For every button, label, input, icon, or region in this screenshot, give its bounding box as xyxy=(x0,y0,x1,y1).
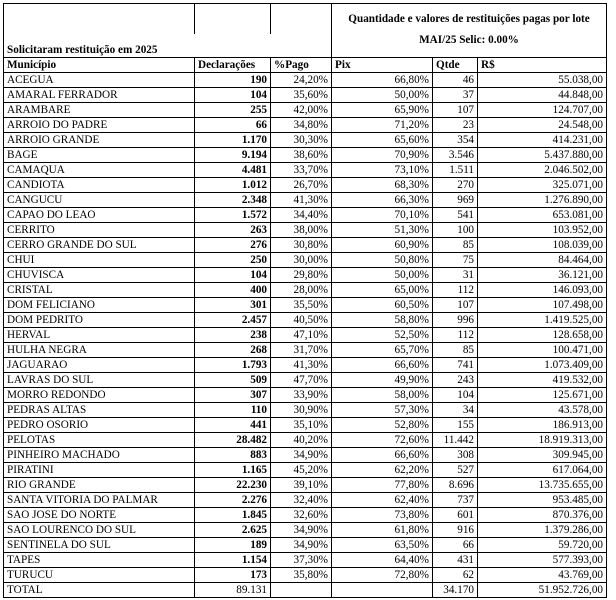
cell-pago: 30,00% xyxy=(271,253,332,268)
cell-pix: 66,60% xyxy=(332,358,433,373)
cell-pago: 29,80% xyxy=(271,268,332,283)
cell-municipio: SANTA VITORIA DO PALMAR xyxy=(4,493,195,508)
table-row xyxy=(4,313,607,328)
cell-qtde: 107 xyxy=(433,298,478,313)
spreadsheet xyxy=(3,3,607,598)
cell-pix: 72,80% xyxy=(332,568,433,583)
cell-pix: 50,80% xyxy=(332,253,433,268)
table-row xyxy=(4,463,607,478)
total-empty-pago xyxy=(271,583,332,598)
cell-pago: 24,20% xyxy=(271,73,332,88)
col-header-valor: R$ xyxy=(478,58,607,73)
cell-declaracoes: 1.170 xyxy=(195,133,271,148)
table-row xyxy=(4,73,607,88)
cell-qtde: 916 xyxy=(433,523,478,538)
cell-declaracoes: 400 xyxy=(195,283,271,298)
cell-pago: 47,10% xyxy=(271,328,332,343)
table-row xyxy=(4,553,607,568)
cell-pix: 70,10% xyxy=(332,208,433,223)
table-row xyxy=(4,238,607,253)
table-row xyxy=(4,403,607,418)
title-main: Quantidade e valores de restituições pagas por lote xyxy=(332,4,607,35)
total-row xyxy=(4,583,607,598)
column-header-row xyxy=(4,58,607,73)
cell-municipio: PELOTAS xyxy=(4,433,195,448)
cell-pago: 42,00% xyxy=(271,103,332,118)
cell-valor: 146.093,00 xyxy=(478,283,607,298)
cell-pix: 49,90% xyxy=(332,373,433,388)
cell-qtde: 155 xyxy=(433,418,478,433)
cell-declaracoes: 883 xyxy=(195,448,271,463)
cell-valor: 2.046.502,00 xyxy=(478,163,607,178)
cell-valor: 186.913,00 xyxy=(478,418,607,433)
table-row xyxy=(4,253,607,268)
cell-qtde: 527 xyxy=(433,463,478,478)
cell-valor: 5.437.880,00 xyxy=(478,148,607,163)
cell-municipio: BAGE xyxy=(4,148,195,163)
cell-pix: 72,60% xyxy=(332,433,433,448)
cell-valor: 577.393,00 xyxy=(478,553,607,568)
cell-pix: 73,10% xyxy=(332,163,433,178)
cell-valor: 125.671,00 xyxy=(478,388,607,403)
cell-pix: 51,30% xyxy=(332,223,433,238)
cell-pix: 60,90% xyxy=(332,238,433,253)
cell-pago: 34,90% xyxy=(271,523,332,538)
cell-pix: 62,20% xyxy=(332,463,433,478)
cell-pago: 34,90% xyxy=(271,448,332,463)
cell-pago: 35,50% xyxy=(271,298,332,313)
cell-valor: 1.419.525,00 xyxy=(478,313,607,328)
cell-valor: 1.073.409,00 xyxy=(478,358,607,373)
table-row xyxy=(4,508,607,523)
cell-pago: 38,60% xyxy=(271,148,332,163)
cell-municipio: PIRATINI xyxy=(4,463,195,478)
table-row xyxy=(4,148,607,163)
cell-valor: 103.952,00 xyxy=(478,223,607,238)
cell-municipio: ARROIO GRANDE xyxy=(4,133,195,148)
cell-declaracoes: 1.793 xyxy=(195,358,271,373)
cell-pago: 37,30% xyxy=(271,553,332,568)
cell-pago: 30,30% xyxy=(271,133,332,148)
cell-valor: 653.081,00 xyxy=(478,208,607,223)
cell-declaracoes: 173 xyxy=(195,568,271,583)
table-row xyxy=(4,418,607,433)
cell-qtde: 243 xyxy=(433,373,478,388)
cell-pago: 31,70% xyxy=(271,343,332,358)
header-row-title xyxy=(4,4,607,35)
cell-pix: 68,30% xyxy=(332,178,433,193)
cell-municipio: DOM PEDRITO xyxy=(4,313,195,328)
cell-declaracoes: 190 xyxy=(195,73,271,88)
table-row xyxy=(4,88,607,103)
left-title: Solicitaram restituição em 2025 xyxy=(4,34,332,58)
cell-qtde: 601 xyxy=(433,508,478,523)
cell-valor: 128.658,00 xyxy=(478,328,607,343)
cell-pago: 47,70% xyxy=(271,373,332,388)
cell-municipio: ACEGUA xyxy=(4,73,195,88)
cell-qtde: 1.511 xyxy=(433,163,478,178)
cell-pix: 61,80% xyxy=(332,523,433,538)
cell-declaracoes: 1.572 xyxy=(195,208,271,223)
cell-pix: 77,80% xyxy=(332,478,433,493)
cell-declaracoes: 509 xyxy=(195,373,271,388)
table-row xyxy=(4,523,607,538)
cell-valor: 24.548,00 xyxy=(478,118,607,133)
cell-municipio: HULHA NEGRA xyxy=(4,343,195,358)
cell-municipio: DOM FELICIANO xyxy=(4,298,195,313)
cell-pix: 65,90% xyxy=(332,103,433,118)
table-row xyxy=(4,133,607,148)
cell-pix: 52,80% xyxy=(332,418,433,433)
cell-qtde: 3.546 xyxy=(433,148,478,163)
restitution-table xyxy=(3,3,607,598)
cell-valor: 1.276.890,00 xyxy=(478,193,607,208)
cell-declaracoes: 104 xyxy=(195,88,271,103)
cell-pago: 35,80% xyxy=(271,568,332,583)
cell-valor: 414.231,00 xyxy=(478,133,607,148)
cell-declaracoes: 268 xyxy=(195,343,271,358)
cell-municipio: TAPES xyxy=(4,553,195,568)
table-row xyxy=(4,568,607,583)
cell-declaracoes: 1.154 xyxy=(195,553,271,568)
cell-valor: 309.945,00 xyxy=(478,448,607,463)
cell-qtde: 11.442 xyxy=(433,433,478,448)
cell-valor: 100.471,00 xyxy=(478,343,607,358)
cell-declaracoes: 2.457 xyxy=(195,313,271,328)
cell-pago: 32,60% xyxy=(271,508,332,523)
cell-municipio: HERVAL xyxy=(4,328,195,343)
cell-valor: 18.919.313,00 xyxy=(478,433,607,448)
cell-pago: 41,30% xyxy=(271,193,332,208)
cell-municipio: AMARAL FERRADOR xyxy=(4,88,195,103)
cell-pago: 32,40% xyxy=(271,493,332,508)
cell-declaracoes: 28.482 xyxy=(195,433,271,448)
total-label: TOTAL xyxy=(4,583,195,598)
table-row xyxy=(4,373,607,388)
table-row xyxy=(4,268,607,283)
cell-municipio: PEDRAS ALTAS xyxy=(4,403,195,418)
table-row xyxy=(4,433,607,448)
cell-municipio: PINHEIRO MACHADO xyxy=(4,448,195,463)
cell-pix: 73,80% xyxy=(332,508,433,523)
cell-pix: 64,40% xyxy=(332,553,433,568)
cell-qtde: 85 xyxy=(433,343,478,358)
cell-declaracoes: 301 xyxy=(195,298,271,313)
cell-valor: 107.498,00 xyxy=(478,298,607,313)
table-row xyxy=(4,493,607,508)
cell-municipio: CANGUCU xyxy=(4,193,195,208)
cell-declaracoes: 104 xyxy=(195,268,271,283)
cell-municipio: CERRO GRANDE DO SUL xyxy=(4,238,195,253)
cell-municipio: CHUI xyxy=(4,253,195,268)
cell-declaracoes: 2.348 xyxy=(195,193,271,208)
cell-valor: 43.578,00 xyxy=(478,403,607,418)
table-row xyxy=(4,538,607,553)
cell-valor: 325.071,00 xyxy=(478,178,607,193)
cell-declaracoes: 2.625 xyxy=(195,523,271,538)
cell-municipio: ARAMBARE xyxy=(4,103,195,118)
cell-municipio: LAVRAS DO SUL xyxy=(4,373,195,388)
col-header-declaracoes: Declarações xyxy=(195,58,271,73)
cell-pix: 66,30% xyxy=(332,193,433,208)
cell-pix: 65,60% xyxy=(332,133,433,148)
table-row xyxy=(4,328,607,343)
cell-pix: 58,80% xyxy=(332,313,433,328)
cell-municipio: MORRO REDONDO xyxy=(4,388,195,403)
cell-pago: 40,50% xyxy=(271,313,332,328)
cell-pix: 65,00% xyxy=(332,283,433,298)
cell-valor: 870.376,00 xyxy=(478,508,607,523)
cell-qtde: 354 xyxy=(433,133,478,148)
cell-pix: 66,80% xyxy=(332,73,433,88)
subtitle: MAI/25 Selic: 0.00% xyxy=(332,34,607,58)
cell-pago: 34,80% xyxy=(271,118,332,133)
cell-declaracoes: 4.481 xyxy=(195,163,271,178)
cell-pago: 35,60% xyxy=(271,88,332,103)
cell-pago: 39,10% xyxy=(271,478,332,493)
cell-declaracoes: 22.230 xyxy=(195,478,271,493)
table-row xyxy=(4,358,607,373)
cell-declaracoes: 250 xyxy=(195,253,271,268)
cell-declaracoes: 2.276 xyxy=(195,493,271,508)
cell-declaracoes: 189 xyxy=(195,538,271,553)
cell-pago: 28,00% xyxy=(271,283,332,298)
cell-pix: 60,50% xyxy=(332,298,433,313)
table-row xyxy=(4,163,607,178)
table-row xyxy=(4,193,607,208)
cell-qtde: 541 xyxy=(433,208,478,223)
cell-valor: 124.707,00 xyxy=(478,103,607,118)
cell-qtde: 23 xyxy=(433,118,478,133)
cell-declaracoes: 307 xyxy=(195,388,271,403)
cell-pago: 45,20% xyxy=(271,463,332,478)
cell-municipio: ARROIO DO PADRE xyxy=(4,118,195,133)
total-qtde: 34.170 xyxy=(433,583,478,598)
table-row xyxy=(4,178,607,193)
cell-pago: 34,90% xyxy=(271,538,332,553)
cell-qtde: 112 xyxy=(433,328,478,343)
cell-qtde: 75 xyxy=(433,253,478,268)
cell-pix: 62,40% xyxy=(332,493,433,508)
table-row xyxy=(4,388,607,403)
cell-pago: 34,40% xyxy=(271,208,332,223)
cell-municipio: PEDRO OSORIO xyxy=(4,418,195,433)
cell-municipio: CHUVISCA xyxy=(4,268,195,283)
cell-qtde: 34 xyxy=(433,403,478,418)
cell-pago: 33,70% xyxy=(271,163,332,178)
cell-declaracoes: 441 xyxy=(195,418,271,433)
cell-qtde: 66 xyxy=(433,538,478,553)
header-row-subtitle xyxy=(4,34,607,58)
table-row xyxy=(4,448,607,463)
cell-municipio: SENTINELA DO SUL xyxy=(4,538,195,553)
cell-municipio: TURUCU xyxy=(4,568,195,583)
cell-valor: 953.485,00 xyxy=(478,493,607,508)
cell-valor: 43.769,00 xyxy=(478,568,607,583)
cell-pago: 41,30% xyxy=(271,358,332,373)
cell-municipio: SAO LOURENCO DO SUL xyxy=(4,523,195,538)
col-header-pix: Pix xyxy=(332,58,433,73)
cell-pix: 58,00% xyxy=(332,388,433,403)
total-empty-pix xyxy=(332,583,433,598)
cell-pago: 26,70% xyxy=(271,178,332,193)
cell-qtde: 8.696 xyxy=(433,478,478,493)
cell-valor: 36.121,00 xyxy=(478,268,607,283)
cell-municipio: SAO JOSE DO NORTE xyxy=(4,508,195,523)
total-valor: 51.952.726,00 xyxy=(478,583,607,598)
cell-municipio: CAMAQUA xyxy=(4,163,195,178)
cell-municipio: RIO GRANDE xyxy=(4,478,195,493)
cell-valor: 617.064,00 xyxy=(478,463,607,478)
cell-pix: 65,70% xyxy=(332,343,433,358)
cell-declaracoes: 238 xyxy=(195,328,271,343)
cell-pix: 71,20% xyxy=(332,118,433,133)
cell-declaracoes: 276 xyxy=(195,238,271,253)
cell-valor: 1.379.286,00 xyxy=(478,523,607,538)
col-header-qtde: Qtde xyxy=(433,58,478,73)
cell-qtde: 31 xyxy=(433,268,478,283)
cell-pix: 50,00% xyxy=(332,88,433,103)
cell-pix: 50,00% xyxy=(332,268,433,283)
cell-qtde: 107 xyxy=(433,103,478,118)
cell-pago: 30,90% xyxy=(271,403,332,418)
total-declaracoes: 89.131 xyxy=(195,583,271,598)
cell-qtde: 737 xyxy=(433,493,478,508)
cell-municipio: CANDIOTA xyxy=(4,178,195,193)
cell-declaracoes: 263 xyxy=(195,223,271,238)
table-row xyxy=(4,103,607,118)
cell-pago: 40,20% xyxy=(271,433,332,448)
table-row xyxy=(4,343,607,358)
cell-pix: 70,90% xyxy=(332,148,433,163)
cell-valor: 419.532,00 xyxy=(478,373,607,388)
table-row xyxy=(4,298,607,313)
cell-declaracoes: 110 xyxy=(195,403,271,418)
cell-municipio: JAGUARAO xyxy=(4,358,195,373)
cell-qtde: 46 xyxy=(433,73,478,88)
cell-pix: 66,60% xyxy=(332,448,433,463)
cell-pix: 63,50% xyxy=(332,538,433,553)
cell-qtde: 431 xyxy=(433,553,478,568)
cell-pago: 30,80% xyxy=(271,238,332,253)
cell-declaracoes: 1.165 xyxy=(195,463,271,478)
cell-pix: 52,50% xyxy=(332,328,433,343)
cell-municipio: CERRITO xyxy=(4,223,195,238)
cell-qtde: 112 xyxy=(433,283,478,298)
cell-qtde: 969 xyxy=(433,193,478,208)
cell-valor: 84.464,00 xyxy=(478,253,607,268)
cell-pago: 38,00% xyxy=(271,223,332,238)
cell-municipio: CAPAO DO LEAO xyxy=(4,208,195,223)
cell-pago: 33,90% xyxy=(271,388,332,403)
table-row xyxy=(4,223,607,238)
cell-qtde: 100 xyxy=(433,223,478,238)
cell-qtde: 270 xyxy=(433,178,478,193)
cell-pix: 57,30% xyxy=(332,403,433,418)
cell-qtde: 741 xyxy=(433,358,478,373)
table-row xyxy=(4,208,607,223)
cell-valor: 44.848,00 xyxy=(478,88,607,103)
cell-valor: 59.720,00 xyxy=(478,538,607,553)
cell-qtde: 62 xyxy=(433,568,478,583)
cell-valor: 55.038,00 xyxy=(478,73,607,88)
cell-municipio: CRISTAL xyxy=(4,283,195,298)
table-row xyxy=(4,283,607,298)
cell-qtde: 104 xyxy=(433,388,478,403)
cell-declaracoes: 255 xyxy=(195,103,271,118)
col-header-pago: %Pago xyxy=(271,58,332,73)
cell-valor: 13.735.655,00 xyxy=(478,478,607,493)
cell-declaracoes: 9.194 xyxy=(195,148,271,163)
cell-qtde: 308 xyxy=(433,448,478,463)
cell-declaracoes: 1.012 xyxy=(195,178,271,193)
table-row xyxy=(4,478,607,493)
col-header-municipio: Município xyxy=(4,58,195,73)
cell-declaracoes: 1.845 xyxy=(195,508,271,523)
cell-qtde: 85 xyxy=(433,238,478,253)
cell-pago: 35,10% xyxy=(271,418,332,433)
cell-qtde: 37 xyxy=(433,88,478,103)
cell-valor: 108.039,00 xyxy=(478,238,607,253)
cell-qtde: 996 xyxy=(433,313,478,328)
cell-declaracoes: 66 xyxy=(195,118,271,133)
table-row xyxy=(4,118,607,133)
